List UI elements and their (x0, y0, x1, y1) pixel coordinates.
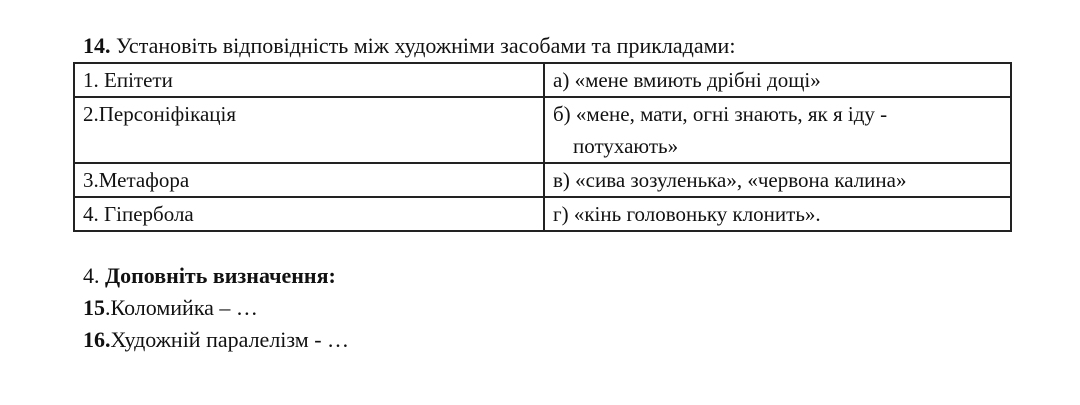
table-row (74, 197, 1011, 231)
task-14-number: 14. (83, 33, 111, 58)
task-15-text: .Коломийка – … (105, 295, 258, 320)
example-text: б) «мене, мати, огні знають, як я іду - (553, 102, 888, 126)
example-cell (544, 63, 1011, 97)
device-cell: 1. Епітети (74, 63, 544, 97)
device-cell: 3.Метафора (74, 163, 544, 197)
example-text: г) «кінь головоньку клонить». (553, 202, 821, 226)
example-cell (544, 197, 1011, 231)
device-cell: 2.Персоніфікація (74, 97, 544, 163)
device-cell: 4. Гіпербола (74, 197, 544, 231)
task-14-text: Установіть відповідність між художніми засобами та прикладами: (110, 33, 736, 58)
section-4-title: Доповніть визначення: (105, 263, 336, 288)
table-row (74, 63, 1011, 97)
task-15 (83, 294, 258, 322)
table-row (74, 163, 1011, 197)
matching-table (73, 62, 1012, 232)
example-cell (544, 163, 1011, 197)
example-text: в) «сива зозуленька», «червона калина» (553, 168, 907, 192)
example-text-continuation: потухають» (573, 134, 679, 158)
task-16 (83, 326, 349, 354)
section-4-number: 4. (83, 263, 100, 288)
table-row (74, 97, 1011, 163)
example-cell (544, 97, 1011, 163)
task-16-number: 16. (83, 327, 111, 352)
task-16-text: Художній паралелізм - … (110, 327, 350, 352)
section-4-heading (83, 262, 336, 290)
example-text: а) «мене вмиють дрібні дощі» (553, 68, 821, 92)
task-15-number: 15 (83, 295, 105, 320)
task-14-heading (83, 32, 735, 60)
